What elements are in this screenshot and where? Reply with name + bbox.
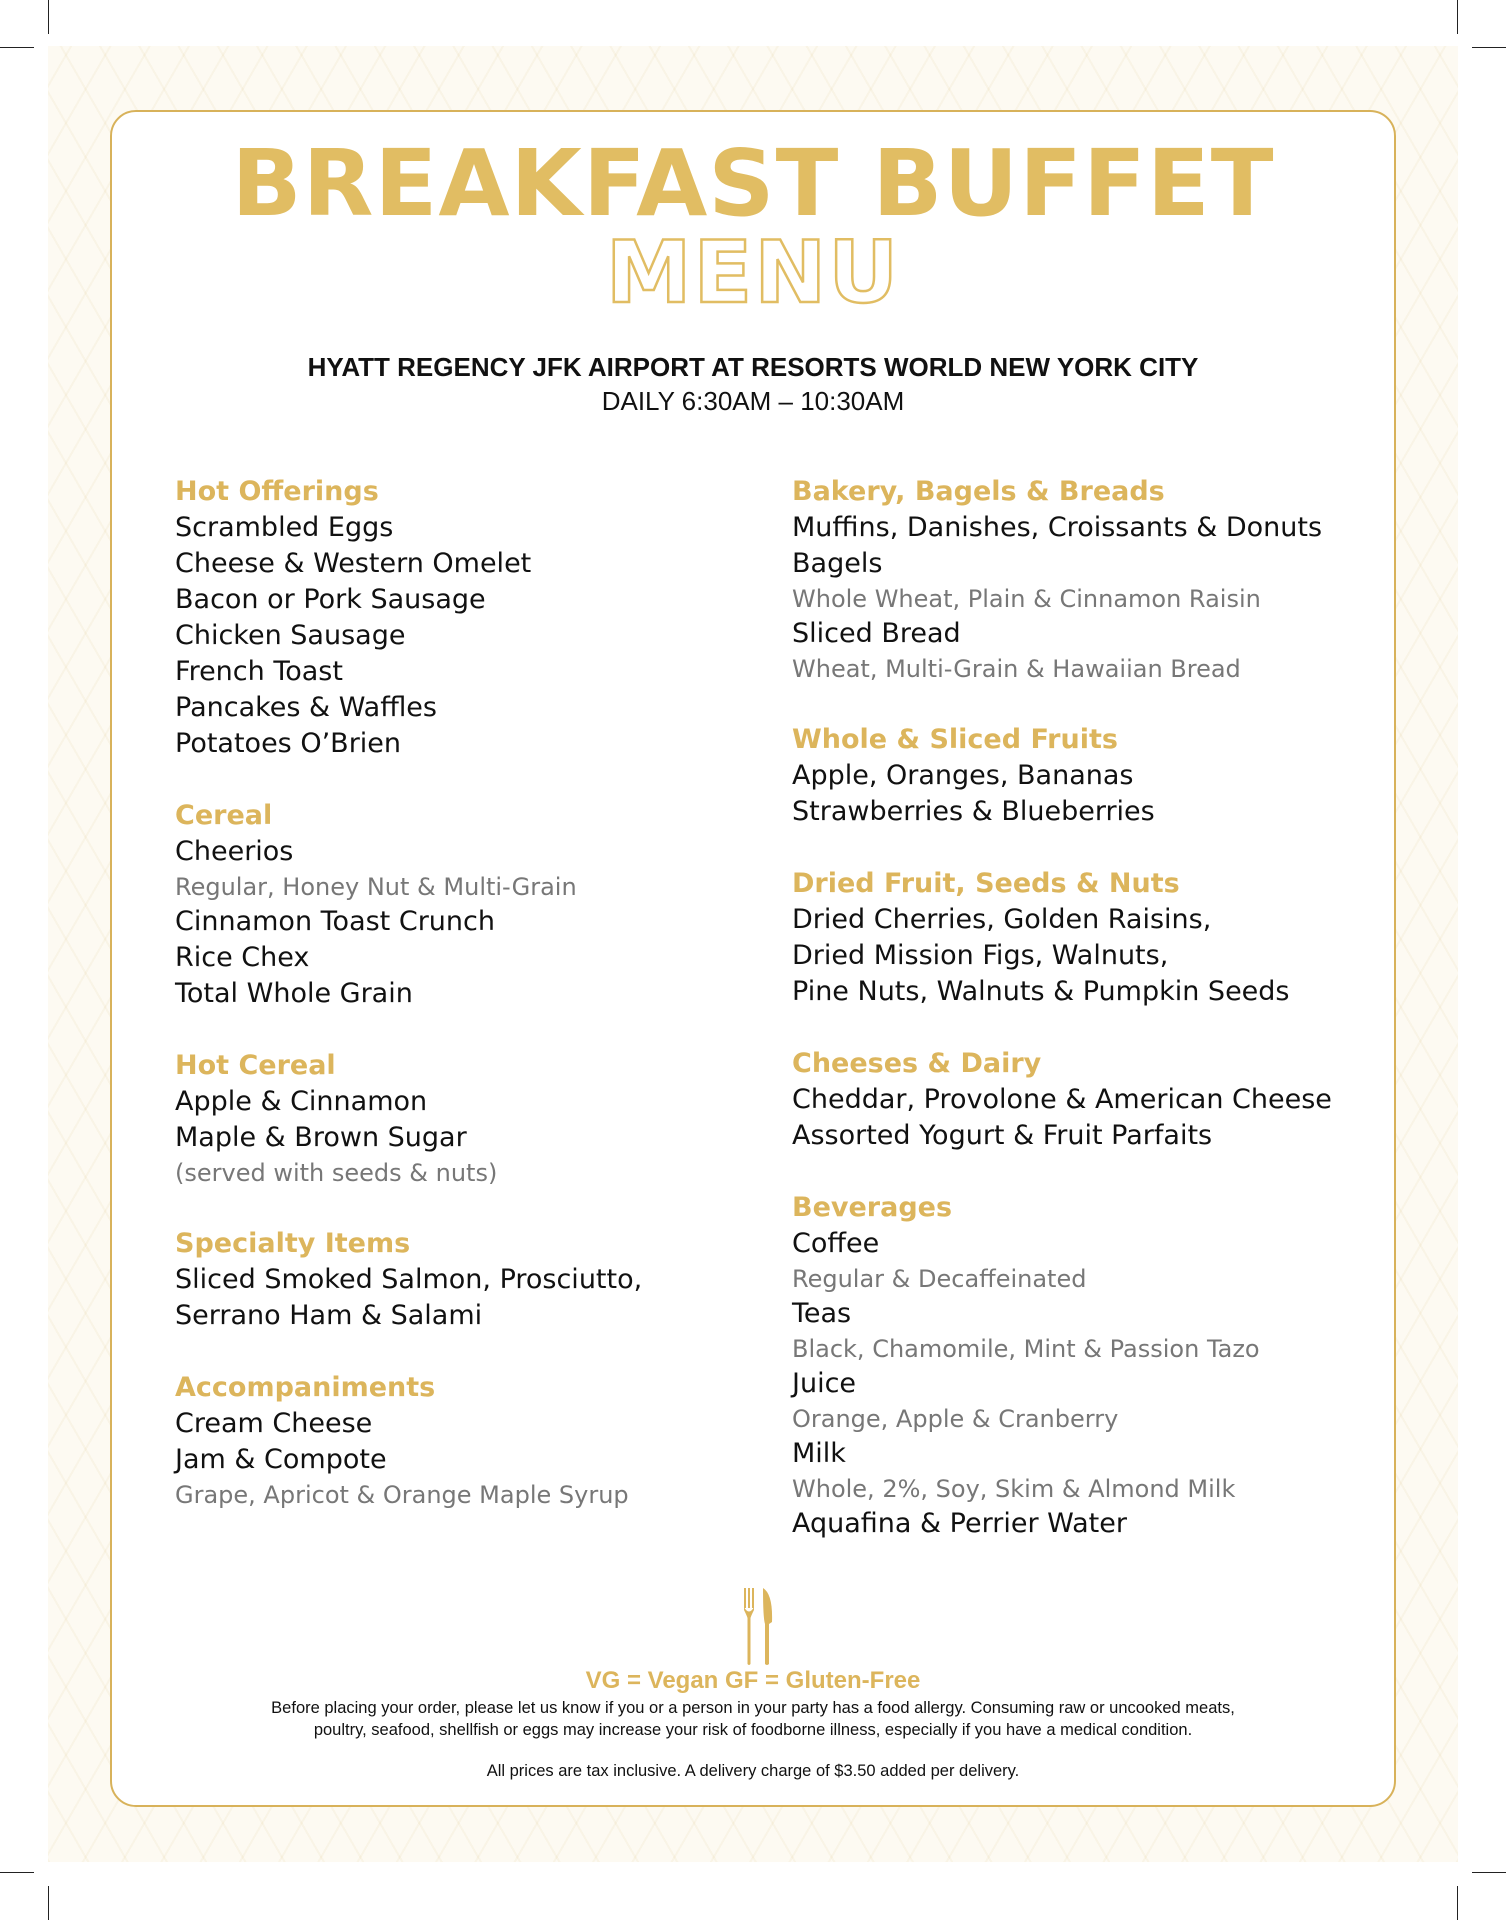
price-notice: All prices are tax inclusive. A delivery charge of $3.50 added per delivery. [486,1762,1020,1780]
menu-item: Dried Cherries, Golden Raisins, [792,904,1212,935]
allergy-notice-line: Before placing your order, please let us know if you or a person in your party has a food allergy. Consuming raw or uncooked meats, [271,1699,1235,1717]
fork-knife-icon [743,1588,775,1666]
crop-mark [0,1872,34,1873]
item-note: Black, Chamomile, Mint & Passion Tazo [792,1335,1260,1363]
menu-item: Cinnamon Toast Crunch [175,906,495,937]
hotel-name: HYATT REGENCY JFK AIRPORT AT RESORTS WORLD NEW YORK CITY [307,352,1199,382]
menu-item: Aquafina & Perrier Water [792,1508,1127,1539]
menu-section [792,474,1392,686]
menu-item: Cheerios [175,836,294,867]
menu-item: Teas [792,1298,852,1329]
menu-item: Cheddar, Provolone & American Cheese [792,1084,1332,1115]
item-note: Regular & Decaffeinated [792,1265,1087,1293]
menu-item: Pine Nuts, Walnuts & Pumpkin Seeds [792,976,1290,1007]
crop-mark [1457,0,1458,34]
crop-mark [1457,1886,1458,1920]
section-heading: Accompaniments [175,1372,436,1403]
menu-item: Total Whole Grain [175,978,413,1009]
menu-section [792,1046,1392,1154]
menu-section [175,798,775,1012]
item-note: Grape, Apricot & Orange Maple Syrup [175,1481,629,1509]
crop-mark [1472,1872,1506,1873]
menu-item: Dried Mission Figs, Walnuts, [792,940,1169,971]
allergy-notice-line: poultry, seafood, shellfish or eggs may increase your risk of foodborne illness, especially if you have a medical condition. [313,1721,1193,1739]
item-note: Wheat, Multi-Grain & Hawaiian Bread [792,655,1241,683]
section-heading: Bakery, Bagels & Breads [792,476,1165,507]
menu-section [175,1370,775,1512]
item-note: (served with seeds & nuts) [175,1159,498,1187]
menu-item: Jam & Compote [175,1444,387,1475]
menu-section [792,1190,1392,1542]
crop-mark [48,1886,49,1920]
item-note: Whole Wheat, Plain & Cinnamon Raisin [792,585,1261,613]
menu-subtitle: MENU [605,223,901,323]
item-note: Regular, Honey Nut & Multi-Grain [175,873,577,901]
menu-section [792,722,1392,830]
diet-legend: VG = Vegan GF = Gluten-Free [585,1667,921,1694]
menu-item: Sliced Bread [792,618,961,649]
menu-item: Coffee [792,1228,880,1259]
menu-item: Pancakes & Waffles [175,692,437,723]
section-heading: Cheeses & Dairy [792,1048,1042,1079]
section-heading: Whole & Sliced Fruits [792,724,1118,755]
menu-item: Assorted Yogurt & Fruit Parfaits [792,1120,1213,1151]
menu-item: Apple & Cinnamon [175,1086,428,1117]
menu-item: Milk [792,1438,846,1469]
menu-item: Serrano Ham & Salami [175,1300,483,1331]
menu-section [792,866,1392,1010]
menu-item: Maple & Brown Sugar [175,1122,467,1153]
menu-item: Sliced Smoked Salmon, Prosciutto, [175,1264,643,1295]
menu-item: Cream Cheese [175,1408,373,1439]
menu-title: BREAKFAST BUFFET [231,130,1275,237]
menu-item: Muffins, Danishes, Croissants & Donuts [792,512,1323,543]
section-heading: Hot Offerings [175,476,379,507]
menu-section [175,1226,775,1334]
service-hours: DAILY 6:30AM – 10:30AM [601,386,905,416]
item-note: Orange, Apple & Cranberry [792,1405,1119,1433]
menu-section [175,1048,775,1190]
menu-item: Apple, Oranges, Bananas [792,760,1134,791]
crop-mark [1472,47,1506,48]
menu-item: Potatoes O’Brien [175,728,402,759]
menu-item: Scrambled Eggs [175,512,394,543]
section-heading: Beverages [792,1192,953,1223]
menu-item: Chicken Sausage [175,620,406,651]
menu-item: French Toast [175,656,343,687]
menu-item: Bacon or Pork Sausage [175,584,486,615]
section-heading: Dried Fruit, Seeds & Nuts [792,868,1180,899]
allergy-notice [200,1697,1306,1741]
item-note: Whole, 2%, Soy, Skim & Almond Milk [792,1475,1236,1503]
menu-item: Juice [792,1368,857,1399]
crop-mark [0,47,34,48]
menu-item: Bagels [792,548,883,579]
menu-item: Cheese & Western Omelet [175,548,532,579]
crop-mark [48,0,49,34]
section-heading: Specialty Items [175,1228,411,1259]
menu-section [175,474,775,762]
menu-item: Strawberries & Blueberries [792,796,1155,827]
menu-column-right [792,474,1392,1578]
section-heading: Cereal [175,800,273,831]
menu-item: Rice Chex [175,942,310,973]
menu-column-left [175,474,775,1548]
section-heading: Hot Cereal [175,1050,336,1081]
